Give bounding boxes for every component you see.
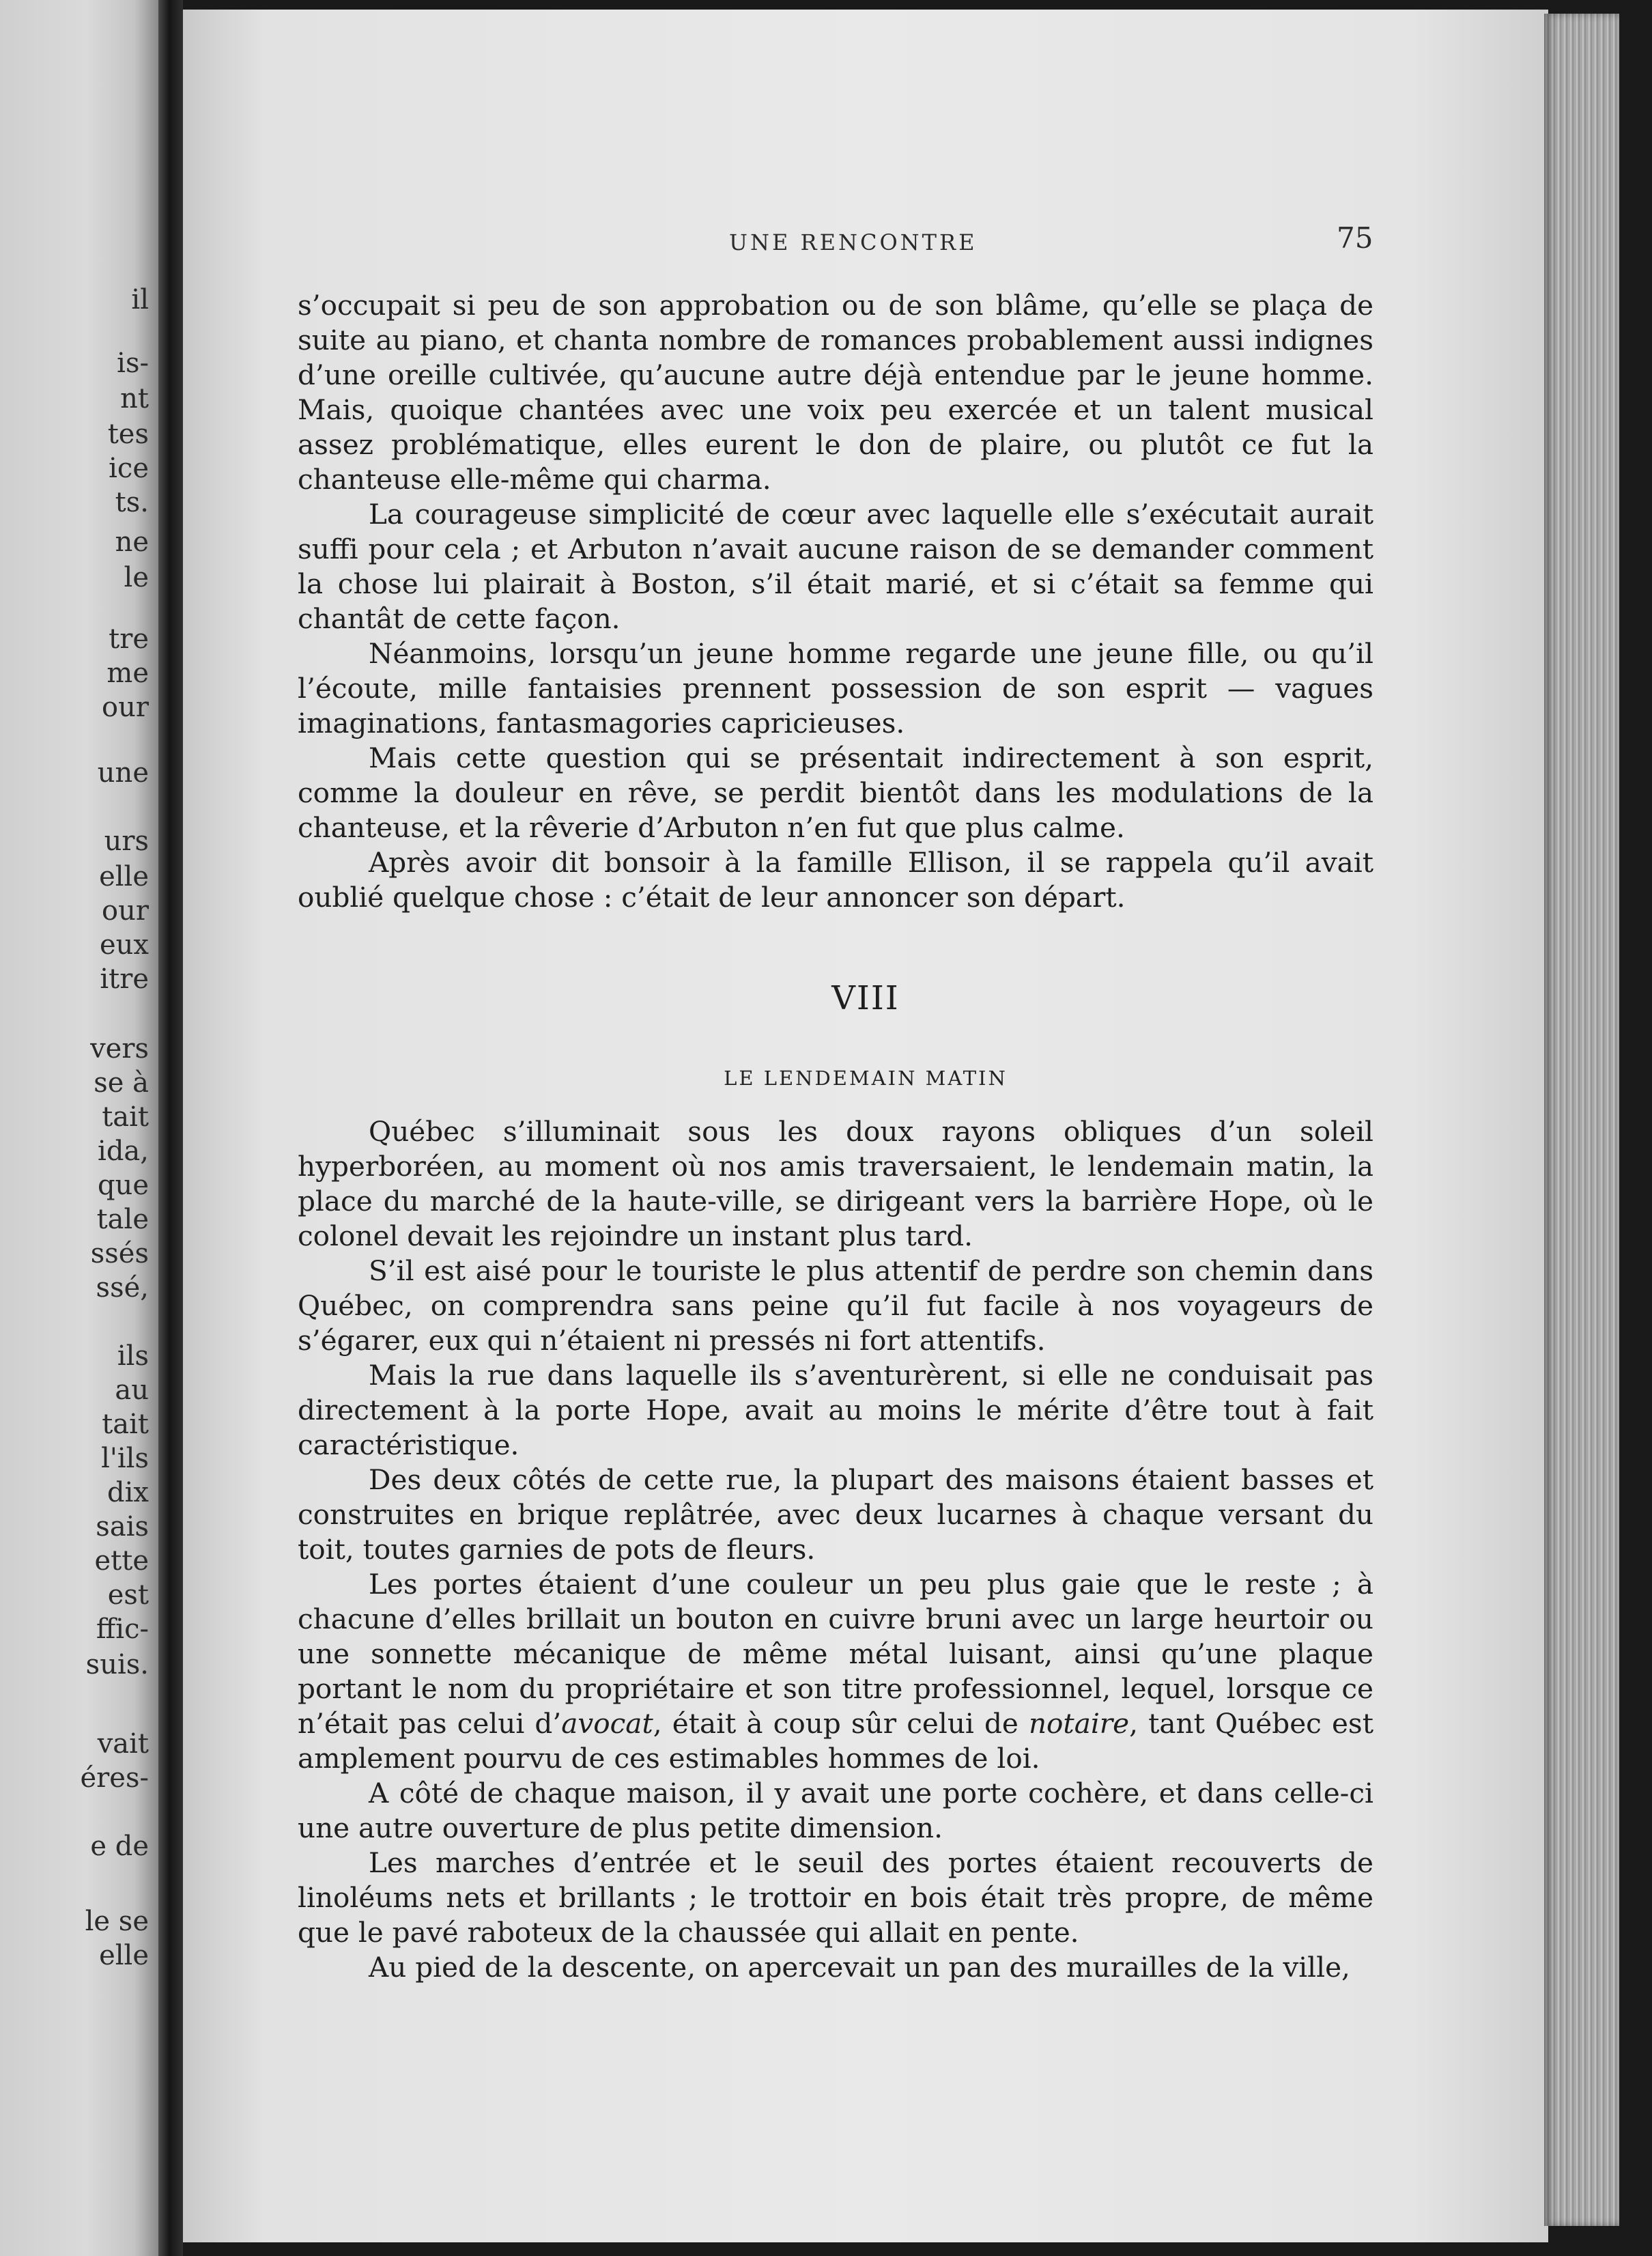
facing-page-fragment: vait	[97, 1728, 149, 1760]
facing-page-fragment: il	[131, 284, 149, 315]
facing-page-fragment: tait	[102, 1101, 149, 1133]
facing-page-fragment: tale	[96, 1204, 149, 1235]
facing-page-fragment: eux	[100, 929, 149, 961]
paragraph: Les marches d’entrée et le seuil des portes étaient recouverts de linoléums nets et brillants ; le trottoir en bois était très propre, de même que le pavé raboteux de la chaussée qui allait en pente.	[298, 1846, 1373, 1949]
facing-page-fragment: ida,	[98, 1136, 149, 1167]
section-2-text	[298, 1114, 1373, 1985]
facing-page-fragment: me	[106, 658, 149, 689]
facing-page-fragment: suis.	[85, 1649, 149, 1680]
facing-page-fragment: e de	[90, 1831, 149, 1862]
facing-page-fragment: is-	[117, 348, 149, 379]
facing-page-fragment: ssé,	[96, 1272, 149, 1303]
paragraph-text: Les portes étaient d’une couleur un peu plus gaie que le reste ; à chacune d’elles brillait un bouton en cuivre bruni avec un large heurtoir ou une sonnette mécanique de même métal luisant, ainsi qu’une plaque portant le nom du propriétaire et son titre professionnel, lequel, lorsque ce n’était pas celui d’	[298, 1568, 1373, 1740]
facing-page-fragment: tes	[107, 419, 149, 450]
paragraph	[298, 1567, 1373, 1776]
book-gutter	[158, 0, 183, 2256]
paragraph: s’occupait si peu de son approbation ou de son blâme, qu’elle se plaça de suite au piano, et chanta nombre de romances probablement aussi indignes d’une oreille cultivée, qu’aucune autre déjà entendue par le jeune homme. Mais, quoique chantées avec une voix peu exercée et un talent musical assez problématique, elles eurent le don de plaire, ou plutôt ce fut la chanteuse elle-même qui charma.	[298, 289, 1373, 496]
paragraph: S’il est aisé pour le touriste le plus attentif de perdre son chemin dans Québec, on comprendra sans peine qu’il fut facile à nos voyageurs de s’égarer, eux qui n’étaient ni pressés ni fort attentifs.	[298, 1254, 1373, 1357]
facing-page-fragment: l'ils	[101, 1443, 149, 1474]
facing-page-fragment: ette	[94, 1545, 149, 1577]
paragraph-text: , était à coup sûr celui de	[653, 1707, 1029, 1740]
facing-page-fragment: dix	[107, 1477, 149, 1508]
facing-page-fragment: elle	[99, 861, 149, 892]
facing-page-fragment: le se	[85, 1906, 149, 1937]
paragraph: A côté de chaque maison, il y avait une porte cochère, et dans celle-ci une autre ouverture de plus petite dimension.	[298, 1777, 1373, 1844]
paragraph: Québec s’illuminait sous les doux rayons obliques d’un soleil hyperboréen, au moment où nos amis traversaient, le lendemain matin, la place du marché de la haute-ville, se dirigeant vers la barrière Hope, où le colonel devait les rejoindre un instant plus tard.	[298, 1115, 1373, 1252]
italic-word: notaire	[1028, 1707, 1130, 1740]
paragraph: Après avoir dit bonsoir à la famille Ellison, il se rappela qu’il avait oublié quelque chose : c’était de leur annoncer son départ.	[298, 846, 1373, 914]
facing-page-fragment: our	[102, 692, 149, 723]
chapter-number: VIII	[831, 979, 900, 1017]
facing-page-fragment: itre	[100, 963, 149, 995]
facing-page-fragment: au	[115, 1374, 149, 1406]
facing-page-fragment: elle	[99, 1940, 149, 1971]
book-page	[183, 10, 1548, 2242]
paragraph: Mais cette question qui se présentait indirectement à son esprit, comme la douleur en rêve, se perdit bientôt dans les modulations de la chanteuse, et la rêverie d’Arbuton n’en fut que plus calme.	[298, 742, 1373, 844]
paragraph-text: , tant Québec est amplement pourvu de ces estimables hommes de loi.	[298, 1707, 1373, 1775]
facing-page-fragment: vers	[90, 1033, 149, 1064]
facing-page-fragment: sais	[96, 1511, 149, 1542]
running-title: UNE RENCONTRE	[729, 229, 978, 255]
paragraph: Au pied de la descente, on apercevait un pan des murailles de la ville,	[369, 1951, 1350, 1984]
facing-page-fragment: ice	[109, 453, 149, 484]
page-header	[183, 221, 1548, 262]
page-number: 75	[1337, 221, 1373, 255]
paragraph: La courageuse simplicité de cœur avec laquelle elle s’exécutait aurait suffi pour cela ; et Arbuton n’avait aucune raison de se demander comment la chose lui plairait à Boston, s’il était marié, et si c’était sa femme qui chantât de cette façon.	[298, 498, 1373, 635]
paragraph: Des deux côtés de cette rue, la plupart des maisons étaient basses et construites en brique replâtrée, avec deux lucarnes à chaque versant du toit, toutes garnies de pots de fleurs.	[298, 1463, 1373, 1566]
facing-page-fragment: ts.	[115, 487, 149, 518]
facing-page-fragment: est	[107, 1579, 149, 1611]
italic-word: avocat	[561, 1707, 653, 1740]
facing-page-fragment: tre	[109, 623, 149, 655]
facing-page-fragment: une	[97, 757, 149, 789]
facing-page-fragment: ffic-	[96, 1613, 149, 1645]
chapter-title: LE LENDEMAIN MATIN	[724, 1067, 1008, 1090]
facing-page-fragment: ssés	[90, 1238, 149, 1269]
paragraph: Néanmoins, lorsqu’un jeune homme regarde une jeune fille, ou qu’il l’écoute, mille fantaisies prennent possession de son esprit — vagues imaginations, fantasmagories capricieuses.	[298, 637, 1373, 739]
facing-page-fragment: urs	[104, 826, 149, 857]
facing-page-fragment: que	[97, 1170, 149, 1201]
facing-page-fragment: se à	[94, 1067, 149, 1099]
facing-page-fragment: tait	[102, 1409, 149, 1440]
facing-page-fragment: nt	[120, 383, 149, 414]
section-1-text	[298, 288, 1373, 915]
facing-page	[0, 0, 158, 2256]
paragraph: Mais la rue dans laquelle ils s’aventurèrent, si elle ne conduisait pas directement à la porte Hope, avait au moins le mérite d’être tout à fait caractéristique.	[298, 1359, 1373, 1461]
page-edge-stack	[1544, 14, 1619, 2226]
facing-page-fragment: le	[124, 562, 149, 593]
facing-page-fragment: our	[102, 895, 149, 927]
facing-page-fragment: éres-	[80, 1762, 149, 1794]
facing-page-fragment: ne	[115, 526, 149, 558]
facing-page-fragment: ils	[117, 1340, 149, 1372]
